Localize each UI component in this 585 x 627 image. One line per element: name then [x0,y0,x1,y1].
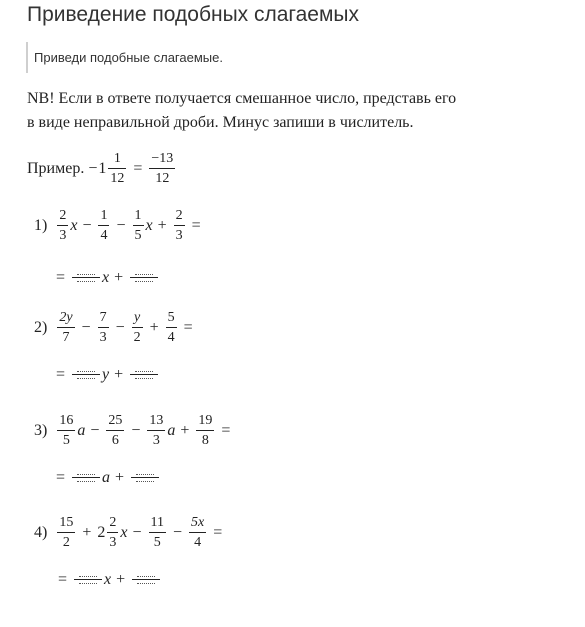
answer-constant-blank[interactable] [130,358,158,391]
answer-equals: = [56,365,66,383]
numerator-input[interactable] [74,261,98,277]
page-title: Приведение подобных слагаемых [27,3,360,26]
answer-constant-blank[interactable] [132,563,160,596]
denominator: 2 [133,330,141,345]
operator: = [221,421,231,439]
denominator: 7 [62,330,70,345]
numerator-input[interactable] [74,461,98,477]
term-fraction [98,309,109,346]
denominator: 5 [134,228,142,243]
mixed-whole: 2 [97,523,106,541]
denominator-input[interactable] [74,478,98,494]
term-fraction [57,207,68,244]
answer-constant-blank[interactable] [131,461,159,494]
answer-coefficient-blank[interactable] [72,261,100,294]
example-numerator: 1 [113,151,121,166]
denominator: 3 [175,228,183,243]
example-line [27,150,177,187]
numerator: y [134,310,141,325]
answer-variable: x [102,268,110,286]
answer-variable: x [104,570,112,588]
answer-constant-blank[interactable] [130,261,158,294]
denominator: 4 [167,330,175,345]
operator: − [172,523,183,541]
example-result-fraction [149,150,175,187]
example-sign: − [88,159,98,177]
operator: − [81,318,91,336]
numerator: 5x [191,515,205,530]
numerator: 19 [198,413,213,428]
example-result-denominator: 12 [155,171,170,186]
example-fraction [108,150,126,187]
numerator-input[interactable] [133,461,157,477]
example-whole: 1 [98,159,107,177]
operator: = [191,216,201,234]
term-fraction [106,412,124,449]
denominator: 2 [62,535,70,550]
denominator: 6 [111,433,119,448]
problem-3-expression [34,412,235,449]
numerator: 1 [134,208,142,223]
problem-1-answer [56,261,160,294]
answer-equals: = [58,570,68,588]
term-fraction [149,514,166,551]
numerator: 16 [59,413,74,428]
problem-2-label: 2) [34,318,48,336]
term-fraction [57,309,74,346]
operator: + [180,421,190,439]
denominator: 5 [153,535,161,550]
term-fraction [166,309,177,346]
denominator-input[interactable] [134,580,158,596]
operator: − [132,523,142,541]
term-fraction [174,207,185,244]
variable: a [167,421,176,439]
answer-variable: a [102,468,111,486]
problem-3-answer [56,461,161,494]
numerator: 15 [59,515,74,530]
numerator-input[interactable] [132,261,156,277]
numerator: 11 [150,515,164,530]
answer-equals: = [56,268,66,286]
operator: = [183,318,193,336]
denominator: 5 [62,433,70,448]
answer-plus: + [116,570,126,588]
term-fraction [133,207,144,244]
numerator: 2 [59,208,67,223]
operator: − [115,318,125,336]
numerator-input[interactable] [134,563,158,579]
term-fraction [57,514,75,551]
operator: − [131,421,141,439]
denominator-input[interactable] [74,278,98,294]
numerator-input[interactable] [74,358,98,374]
example-result-numerator: −13 [151,151,174,166]
variable: a [77,421,86,439]
problem-1-label: 1) [34,216,48,234]
answer-plus: + [114,268,124,286]
denominator-input[interactable] [132,375,156,391]
term-fraction [196,412,214,449]
answer-variable: y [102,365,110,383]
example-label: Пример. [27,159,85,177]
term-fraction [189,514,206,551]
term-fraction [107,514,118,551]
problem-2-expression [34,309,198,346]
operator: − [82,216,92,234]
operator: = [213,523,223,541]
numerator: 5 [167,310,175,325]
answer-plus: + [115,468,125,486]
operator: − [116,216,126,234]
denominator: 4 [194,535,202,550]
denominator: 8 [201,433,209,448]
denominator: 3 [99,330,107,345]
answer-plus: + [114,365,124,383]
problem-4-answer [58,563,162,596]
operator: − [90,421,100,439]
variable: x [70,216,78,234]
note-line-1: NB! Если в ответе получается смешанное число, представь его [27,90,457,107]
denominator: 3 [59,228,67,243]
denominator-input[interactable] [133,478,157,494]
denominator-input[interactable] [76,580,100,596]
answer-equals: = [56,468,66,486]
answer-coefficient-blank[interactable] [72,461,100,494]
note-text [27,87,527,135]
denominator-input[interactable] [74,375,98,391]
operator: + [157,216,167,234]
numerator-input[interactable] [132,358,156,374]
numerator: 2 [109,515,117,530]
denominator: 3 [152,433,160,448]
task-instruction: Приведи подобные слагаемые. [26,42,223,73]
answer-coefficient-blank[interactable] [74,563,102,596]
problem-1-expression [34,207,206,244]
numerator: 25 [108,413,123,428]
example-denominator: 12 [110,171,125,186]
term-fraction [132,309,143,346]
numerator-input[interactable] [76,563,100,579]
answer-coefficient-blank[interactable] [72,358,100,391]
numerator: 2y [59,310,73,325]
operator: + [149,318,159,336]
numerator: 2 [175,208,183,223]
example-equals: = [133,159,143,177]
denominator-input[interactable] [132,278,156,294]
problem-4-label: 4) [34,523,48,541]
denominator: 3 [109,535,117,550]
variable: x [145,216,153,234]
problem-4-expression [34,514,227,551]
variable: x [120,523,128,541]
term-fraction [57,412,75,449]
problem-2-answer [56,358,160,391]
note-line-2: в виде неправильной дроби. Минус запиши в числитель. [27,114,414,131]
numerator: 1 [100,208,108,223]
numerator: 13 [149,413,164,428]
term-fraction [98,207,109,244]
numerator: 7 [99,310,107,325]
operator: + [82,523,92,541]
problem-3-label: 3) [34,421,48,439]
term-fraction [147,412,165,449]
denominator: 4 [100,228,108,243]
